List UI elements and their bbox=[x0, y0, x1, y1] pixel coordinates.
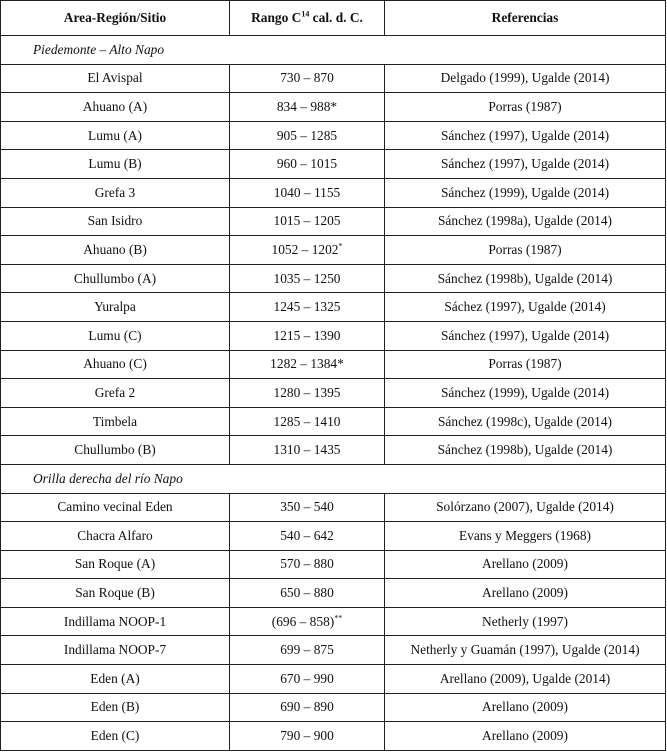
cell-site: Chacra Alfaro bbox=[1, 522, 230, 551]
cell-site: Lumu (B) bbox=[1, 150, 230, 179]
cell-reference: Porras (1987) bbox=[385, 350, 666, 379]
cell-range bbox=[230, 436, 385, 465]
cell-site: Lumu (A) bbox=[1, 121, 230, 150]
table-row bbox=[1, 293, 666, 322]
table-row bbox=[1, 522, 666, 551]
cell-reference: Sánchez (1999), Ugalde (2014) bbox=[385, 178, 666, 207]
cell-site: Ahuano (A) bbox=[1, 93, 230, 122]
table-row bbox=[1, 264, 666, 293]
cell-site: Eden (A) bbox=[1, 665, 230, 694]
cell-reference: Arellano (2009) bbox=[385, 550, 666, 579]
range-footnote-mark: ** bbox=[334, 613, 343, 623]
range-value: 350 – 540 bbox=[280, 499, 334, 515]
cell-reference: Sánchez (1998c), Ugalde (2014) bbox=[385, 407, 666, 436]
cell-reference: Sánchez (1997), Ugalde (2014) bbox=[385, 150, 666, 179]
cell-reference: Delgado (1999), Ugalde (2014) bbox=[385, 64, 666, 93]
cell-range bbox=[230, 264, 385, 293]
cell-site: Yuralpa bbox=[1, 293, 230, 322]
cell-site: San Roque (A) bbox=[1, 550, 230, 579]
range-value: 1280 – 1395 bbox=[273, 384, 341, 400]
cell-reference: Sáchez (1997), Ugalde (2014) bbox=[385, 293, 666, 322]
cell-reference: Porras (1987) bbox=[385, 93, 666, 122]
table-row bbox=[1, 579, 666, 608]
cell-reference: Arellano (2009) bbox=[385, 579, 666, 608]
table-row bbox=[1, 64, 666, 93]
cell-site: Grefa 3 bbox=[1, 178, 230, 207]
cell-range bbox=[230, 321, 385, 350]
cell-reference: Sánchez (1997), Ugalde (2014) bbox=[385, 121, 666, 150]
cell-range bbox=[230, 379, 385, 408]
range-value: 1245 – 1325 bbox=[273, 299, 341, 315]
range-value: (696 – 858) bbox=[271, 613, 335, 629]
header-row bbox=[1, 1, 666, 36]
range-value: 570 – 880 bbox=[280, 556, 334, 572]
table-row bbox=[1, 93, 666, 122]
section-row bbox=[1, 464, 666, 493]
header-range bbox=[230, 1, 385, 36]
cell-site: Chullumbo (A) bbox=[1, 264, 230, 293]
table-row bbox=[1, 550, 666, 579]
table-row bbox=[1, 693, 666, 722]
cell-range bbox=[230, 522, 385, 551]
cell-site: Eden (B) bbox=[1, 693, 230, 722]
cell-range bbox=[230, 550, 385, 579]
cell-reference: Solórzano (2007), Ugalde (2014) bbox=[385, 493, 666, 522]
cell-range bbox=[230, 178, 385, 207]
range-value: 1282 – 1384* bbox=[270, 356, 344, 372]
cell-reference: Porras (1987) bbox=[385, 236, 666, 265]
cell-range bbox=[230, 350, 385, 379]
section-title: Orilla derecha del río Napo bbox=[1, 464, 666, 493]
cell-range bbox=[230, 407, 385, 436]
header-range-prefix: Rango C bbox=[251, 10, 302, 25]
cell-reference: Sánchez (1998a), Ugalde (2014) bbox=[385, 207, 666, 236]
cell-reference: Arellano (2009) bbox=[385, 722, 666, 751]
cell-site: Indillama NOOP-7 bbox=[1, 636, 230, 665]
cell-site: Eden (C) bbox=[1, 722, 230, 751]
range-value: 1040 – 1155 bbox=[273, 184, 341, 200]
cell-range bbox=[230, 293, 385, 322]
cell-site: Grefa 2 bbox=[1, 379, 230, 408]
cell-site: Chullumbo (B) bbox=[1, 436, 230, 465]
cell-range bbox=[230, 93, 385, 122]
cell-reference: Arellano (2009), Ugalde (2014) bbox=[385, 665, 666, 694]
cell-reference: Arellano (2009) bbox=[385, 693, 666, 722]
table-row bbox=[1, 722, 666, 751]
header-refs: Referencias bbox=[385, 1, 666, 36]
section-row bbox=[1, 36, 666, 65]
cell-range bbox=[230, 121, 385, 150]
table-row bbox=[1, 236, 666, 265]
range-value: 670 – 990 bbox=[280, 670, 334, 686]
table-row bbox=[1, 121, 666, 150]
table-row bbox=[1, 379, 666, 408]
range-value: 540 – 642 bbox=[280, 527, 334, 543]
table-header bbox=[1, 1, 666, 36]
range-value: 1310 – 1435 bbox=[273, 442, 341, 458]
cell-reference: Evans y Meggers (1968) bbox=[385, 522, 666, 551]
cell-site: San Isidro bbox=[1, 207, 230, 236]
range-value: 1052 – 1202 bbox=[271, 241, 339, 257]
cell-range bbox=[230, 64, 385, 93]
table-row bbox=[1, 607, 666, 636]
range-value: 1215 – 1390 bbox=[273, 327, 341, 343]
cell-reference: Sánchez (1997), Ugalde (2014) bbox=[385, 321, 666, 350]
cell-site: Camino vecinal Eden bbox=[1, 493, 230, 522]
table-row bbox=[1, 321, 666, 350]
range-value: 905 – 1285 bbox=[276, 127, 338, 143]
header-site: Area-Región/Sitio bbox=[1, 1, 230, 36]
range-value: 790 – 900 bbox=[280, 728, 334, 744]
cell-site: Ahuano (C) bbox=[1, 350, 230, 379]
range-value: 1285 – 1410 bbox=[273, 413, 341, 429]
cell-reference: Netherly (1997) bbox=[385, 607, 666, 636]
cell-site: Timbela bbox=[1, 407, 230, 436]
range-value: 650 – 880 bbox=[280, 585, 334, 601]
table-row bbox=[1, 407, 666, 436]
header-range-suffix: cal. d. C. bbox=[309, 10, 363, 25]
table-row bbox=[1, 436, 666, 465]
table-row bbox=[1, 636, 666, 665]
cell-site: San Roque (B) bbox=[1, 579, 230, 608]
table-row bbox=[1, 178, 666, 207]
cell-range bbox=[230, 636, 385, 665]
range-value: 1035 – 1250 bbox=[273, 270, 341, 286]
cell-range bbox=[230, 150, 385, 179]
range-value: 834 – 988* bbox=[276, 98, 338, 114]
cell-reference: Sánchez (1999), Ugalde (2014) bbox=[385, 379, 666, 408]
cell-site: El Avispal bbox=[1, 64, 230, 93]
range-value: 1015 – 1205 bbox=[273, 213, 341, 229]
cell-range bbox=[230, 665, 385, 694]
cell-range bbox=[230, 207, 385, 236]
table-row bbox=[1, 207, 666, 236]
cell-range bbox=[230, 722, 385, 751]
cell-range bbox=[230, 493, 385, 522]
cell-range bbox=[230, 579, 385, 608]
table-row bbox=[1, 665, 666, 694]
range-value: 960 – 1015 bbox=[276, 156, 338, 172]
section-title: Piedemonte – Alto Napo bbox=[1, 36, 666, 65]
cell-site: Indillama NOOP-1 bbox=[1, 607, 230, 636]
cell-reference: Netherly y Guamán (1997), Ugalde (2014) bbox=[385, 636, 666, 665]
table-body bbox=[1, 36, 666, 751]
cell-range bbox=[230, 693, 385, 722]
header-range-sup: 14 bbox=[301, 9, 310, 19]
cell-site: Lumu (C) bbox=[1, 321, 230, 350]
range-value: 699 – 875 bbox=[280, 642, 334, 658]
range-value: 730 – 870 bbox=[280, 70, 334, 86]
range-footnote-mark: * bbox=[338, 241, 343, 251]
table-row bbox=[1, 150, 666, 179]
cell-reference: Sánchez (1998b), Ugalde (2014) bbox=[385, 264, 666, 293]
table-row bbox=[1, 350, 666, 379]
cell-site: Ahuano (B) bbox=[1, 236, 230, 265]
cell-range bbox=[230, 236, 385, 265]
range-value: 690 – 890 bbox=[280, 699, 334, 715]
cell-reference: Sánchez (1998b), Ugalde (2014) bbox=[385, 436, 666, 465]
table-row bbox=[1, 493, 666, 522]
cell-range bbox=[230, 607, 385, 636]
